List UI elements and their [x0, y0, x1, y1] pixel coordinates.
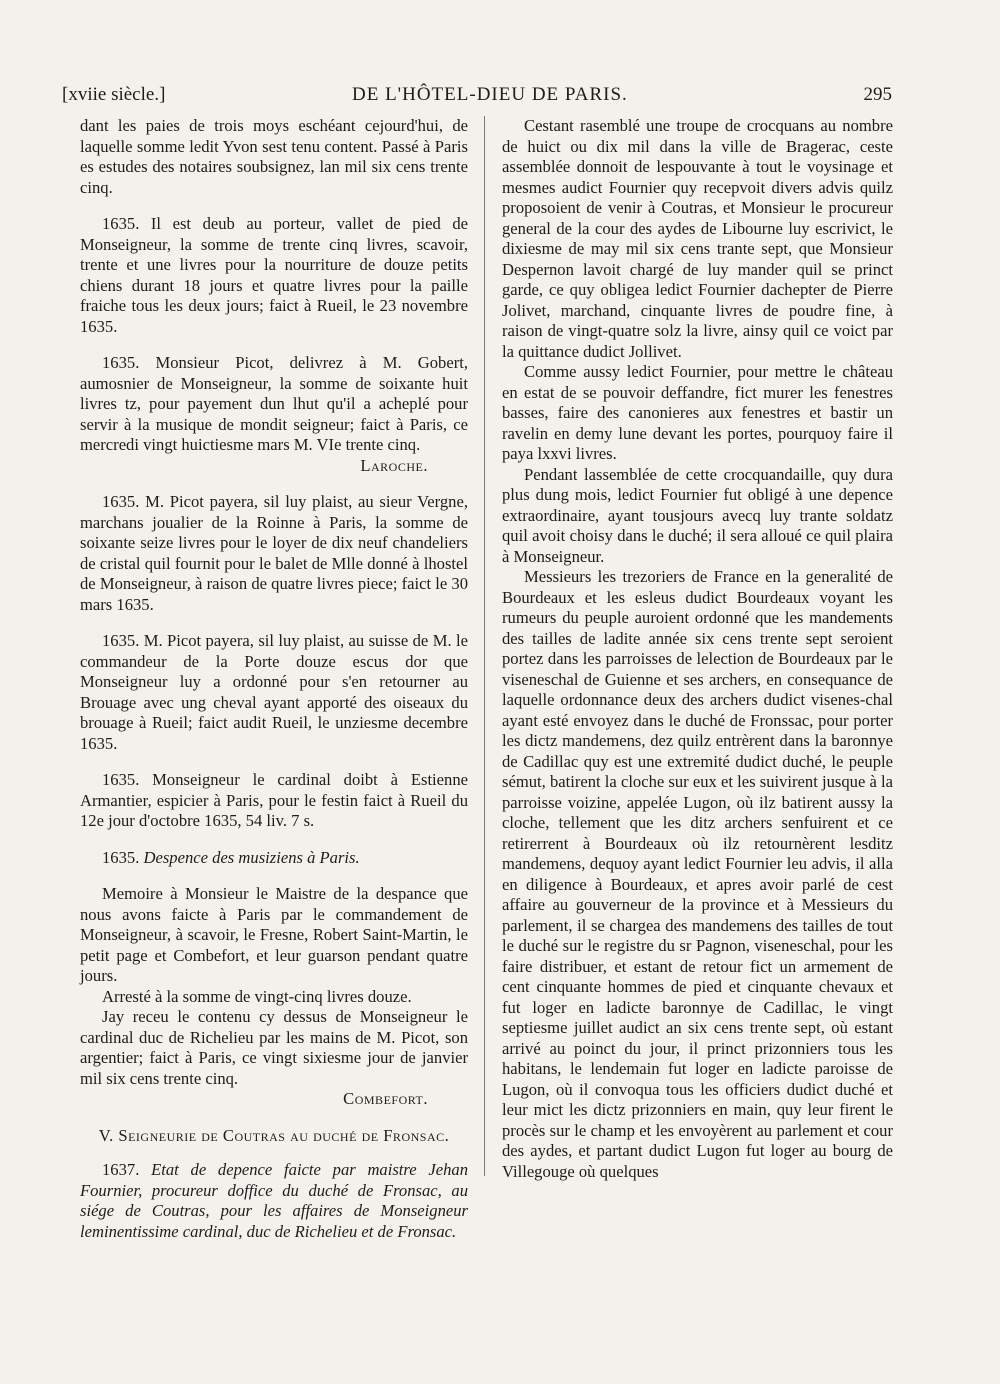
paragraph: Jay receu le contenu cy dessus de Monseigneur le cardinal duc de Richelieu par les mains de M. Picot, son argentier; faict à Paris, ce vingt sixiesme jour de janvier mil six cens trente cinq. [80, 1007, 468, 1088]
signature-laroche: Laroche. [360, 455, 428, 475]
paragraph: Pendant lassemblée de cette crocquandaille, quy dura plus dung mois, ledict Fournier fut obligé à une depence extraordinaire, ayant tousjours avecq luy trante soldatz quil avoit choisy dans le duché; il sera alloué ce quil plaira à Monseigneur. [502, 464, 893, 566]
paragraph: Cestant rasemblé une troupe de crocquans au nombre de huict ou dix mil dans la ville de Bragerac, ceste assemblée donnoit de lespouvante à tout le voysinage et mesmes audict Fournier quy recepvoit divers advis quilz proposoient de venir à Coutras, et Monsieur le procureur general de la cour des aydes de Libourne luy escrivict, le dixiesme de may mil six cens trante sept, que Monsieur Despernon lavoit chargé de luy mander quil se princt garde, ce quy obligea ledict Fournier dachepter de Pierre Jolivet, marchand, cinquante livres de poudre fine, à raison de vingt-quatre solz la livre, ainsy quil ce voict par la quittance dudict Jollivet. [502, 116, 893, 361]
paragraph: Messieurs les trezoriers de France en la generalité de Bourdeaux et les esleus dudict Bourdeaux voyant les rumeurs du peuple auroient ordonné que les mandements des tailles de ladite année six cens trente sept seroient portez dans les parroisses de lelection de Bourdeaux par le viseneschal de Guienne et ses archers, en consequance de laquelle ordonnance deux des archers dudict visenes-chal ayant esté envoyez dans le duché de Fronssac, pour porter les dictz mandemens, dez quilz entrèrent dans la baronnye de Cadillac quy est une extremité dudict duché, le peuple sémut, batirent la cloche sur eux et les suivirent jusque à la parroisse voizine, appelée Lugon, où ilz batirent aussy la cloche, tellement que les ditz archers senfuirent et ce retirerrent à Bourdeaux où ilz retournèrent lesditz mandemens, dequoy ayant ledict Fournier leu advis, il alla en diligence à Bourdeaux, et apres avoir parlé de cest affaire au gouverneur de la province et à Messieurs du parlement, il se chargea des mandemens des tailles de tout le duché sur le registre du sr Pagnon, viseneschal, pour les faire distribuer, et estant de retour fict un armement de cent cinquante hommes de pied et cinquante chevaux et fut loger en ladicte baronnye de Cadillac, le vingt septiesme juillet audict an six cens trente sept, où estant arrivé au poinct du jour, il princt prizonniers tous les habitans, le lendemain fut loger en ladicte paroisse de Lugon, où il convoqua tous les officiers dudict duché et leur mict les dictz prizonniers en main, quy leur firent le procès sur le champ et les envoyèrent au parlement et cour des aydes, et partant dudict Lugon fut loger au bourg de Villegouge où quelques [502, 567, 893, 1181]
signature-combefort: Combefort. [343, 1089, 428, 1108]
section-heading: V. Seigneurie de Coutras au duché de Fronsac. [98, 1125, 450, 1145]
paragraph [80, 1160, 468, 1242]
paragraph: 1635. M. Picot payera, sil luy plaist, au sieur Vergne, marchans joualier de la Roinne à Paris, la somme de soixante seize livres pour le loyer de dix neuf chandeliers de cristal quil fournit pour le balet de Mlle donné à lhostel de Monseigneur, à raison de quatre livres piece; faict le 30 mars 1635. [80, 492, 468, 614]
page-number: 295 [863, 84, 892, 105]
paragraph-heading [80, 848, 468, 869]
paragraph: dant les paies de trois moys eschéant cejourd'hui, de laquelle somme ledit Yvon sest tenu content. Passé à Paris es estudes des notaires soubsignez, lan mil six cens trente cinq. [80, 116, 468, 197]
entry-year: 1635. [102, 847, 140, 867]
paragraph: 1635. Il est deub au porteur, vallet de pied de Monseigneur, la somme de trente cinq livres, scavoir, trente et une livres pour la nourriture de douze petits chiens durant 18 jours et quatre livres pour la paille fraiche tous les deux jours; faict à Rueil, le 23 novembre 1635. [80, 214, 468, 336]
running-header [62, 84, 892, 112]
header-title: DE L'HÔTEL-DIEU DE PARIS. [352, 84, 628, 105]
paragraph: 1635. M. Picot payera, sil luy plaist, au suisse de M. le commandeur de la Porte douze escus dor que Monseigneur luy a ordonné pour s'en retourner au Brouage avec ung cheval ayant apporté des oiseaux du brouage à Rueil; faict audit Rueil, le unziesme decembre 1635. [80, 631, 468, 753]
right-column [502, 116, 893, 1182]
entry-year: 1637. [102, 1160, 140, 1179]
left-column [80, 116, 468, 1258]
paragraph: Comme aussy ledict Fournier, pour mettre le château en estat de se pouvoir deffandre, fict murer les fenestres basses, faire des canonieres aux fenestres et bastir un ravelin en demy lune devant les portes, pourquoy faire il paya lxxvi livres. [502, 362, 893, 463]
column-divider [484, 116, 485, 1176]
paragraph: Memoire à Monsieur le Maistre de la despance que nous avons faicte à Paris par le commandement de Monseigneur, à scavoir, le Fresne, Robert Saint-Martin, le petit page et Combefort, et leur guarson pendant quatre jours. [80, 884, 468, 985]
paragraph: Arresté à la somme de vingt-cinq livres douze. [102, 986, 412, 1006]
entry-title: Etat de depence faicte par maistre Jehan Fournier, procureur doffice du duché de Fronsac, au siége de Coutras, pour les affaires de Monseigneur leminentissime cardinal, duc de Richelieu et de Fronsac. [80, 1160, 468, 1241]
entry-title: Despence des musiziens à Paris. [143, 847, 360, 867]
header-century: [xviie siècle.] [62, 84, 166, 105]
paragraph: 1635. Monsieur Picot, delivrez à M. Gobert, aumosnier de Monseigneur, la somme de soixante huit livres tz, pour payement dun lhut qu'il a acheplé pour servir à la musique de mondit seigneur; faict à Paris, ce mercredi vingt huictiesme mars M. VIe trente cinq. [80, 353, 468, 454]
paragraph: 1635. Monseigneur le cardinal doibt à Estienne Armantier, espicier à Paris, pour le festin faict à Rueil du 12e jour d'octobre 1635, 54 liv. 7 s. [80, 770, 468, 830]
